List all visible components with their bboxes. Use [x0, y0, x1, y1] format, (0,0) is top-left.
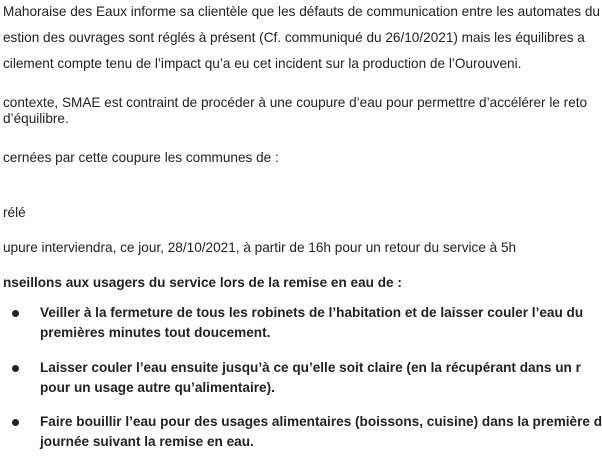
paragraph-1-line-1: Mahoraise des Eaux informe sa clientèle que les défauts de communication entre les automates du — [3, 4, 600, 19]
bullet-3-line-2: journée suivant la remise en eau. — [40, 434, 254, 449]
bullet-2-line-1: Laisser couler l’eau ensuite jusqu’à ce qu’elle soit claire (en la récupérant dans un r — [40, 360, 581, 375]
paragraph-4-line-1: upure interviendra, ce jour, 28/10/2021, à partir de 16h pour un retour du service à 5h — [3, 240, 517, 255]
bullet-dot-1 — [12, 310, 19, 317]
bullet-3-line-1: Faire bouillir l’eau pour des usages alimentaires (boissons, cuisine) dans la première d — [40, 414, 602, 429]
paragraph-2-line-2: d’équilibre. — [3, 111, 69, 126]
commune-name: rélé — [3, 205, 26, 220]
paragraph-1-line-3: cilement compte tenu de l’impact qu’a eu cet incident sur la production de l’Ourouveni. — [3, 56, 522, 71]
paragraph-1-line-2: estion des ouvrages sont réglés à présent (Cf. communiqué du 26/10/2021) mais les équilibres a — [3, 30, 585, 45]
bullet-dot-3 — [12, 419, 19, 426]
advice-heading: nseillons aux usagers du service lors de la remise en eau de : — [3, 275, 402, 290]
paragraph-3-line-1: cernées par cette coupure les communes de : — [3, 150, 279, 165]
bullet-1-line-2: premières minutes tout doucement. — [40, 325, 271, 340]
bullet-2-line-2: pour un usage autre qu’alimentaire). — [40, 380, 275, 395]
bullet-1-line-1: Veiller à la fermeture de tous les robinets de l’habitation et de laisser couler l’eau du — [40, 305, 584, 320]
paragraph-2-line-1: contexte, SMAE est contraint de procéder à une coupure d’eau pour permettre d’accélérer le reto — [3, 95, 588, 110]
bullet-dot-2 — [12, 365, 19, 372]
